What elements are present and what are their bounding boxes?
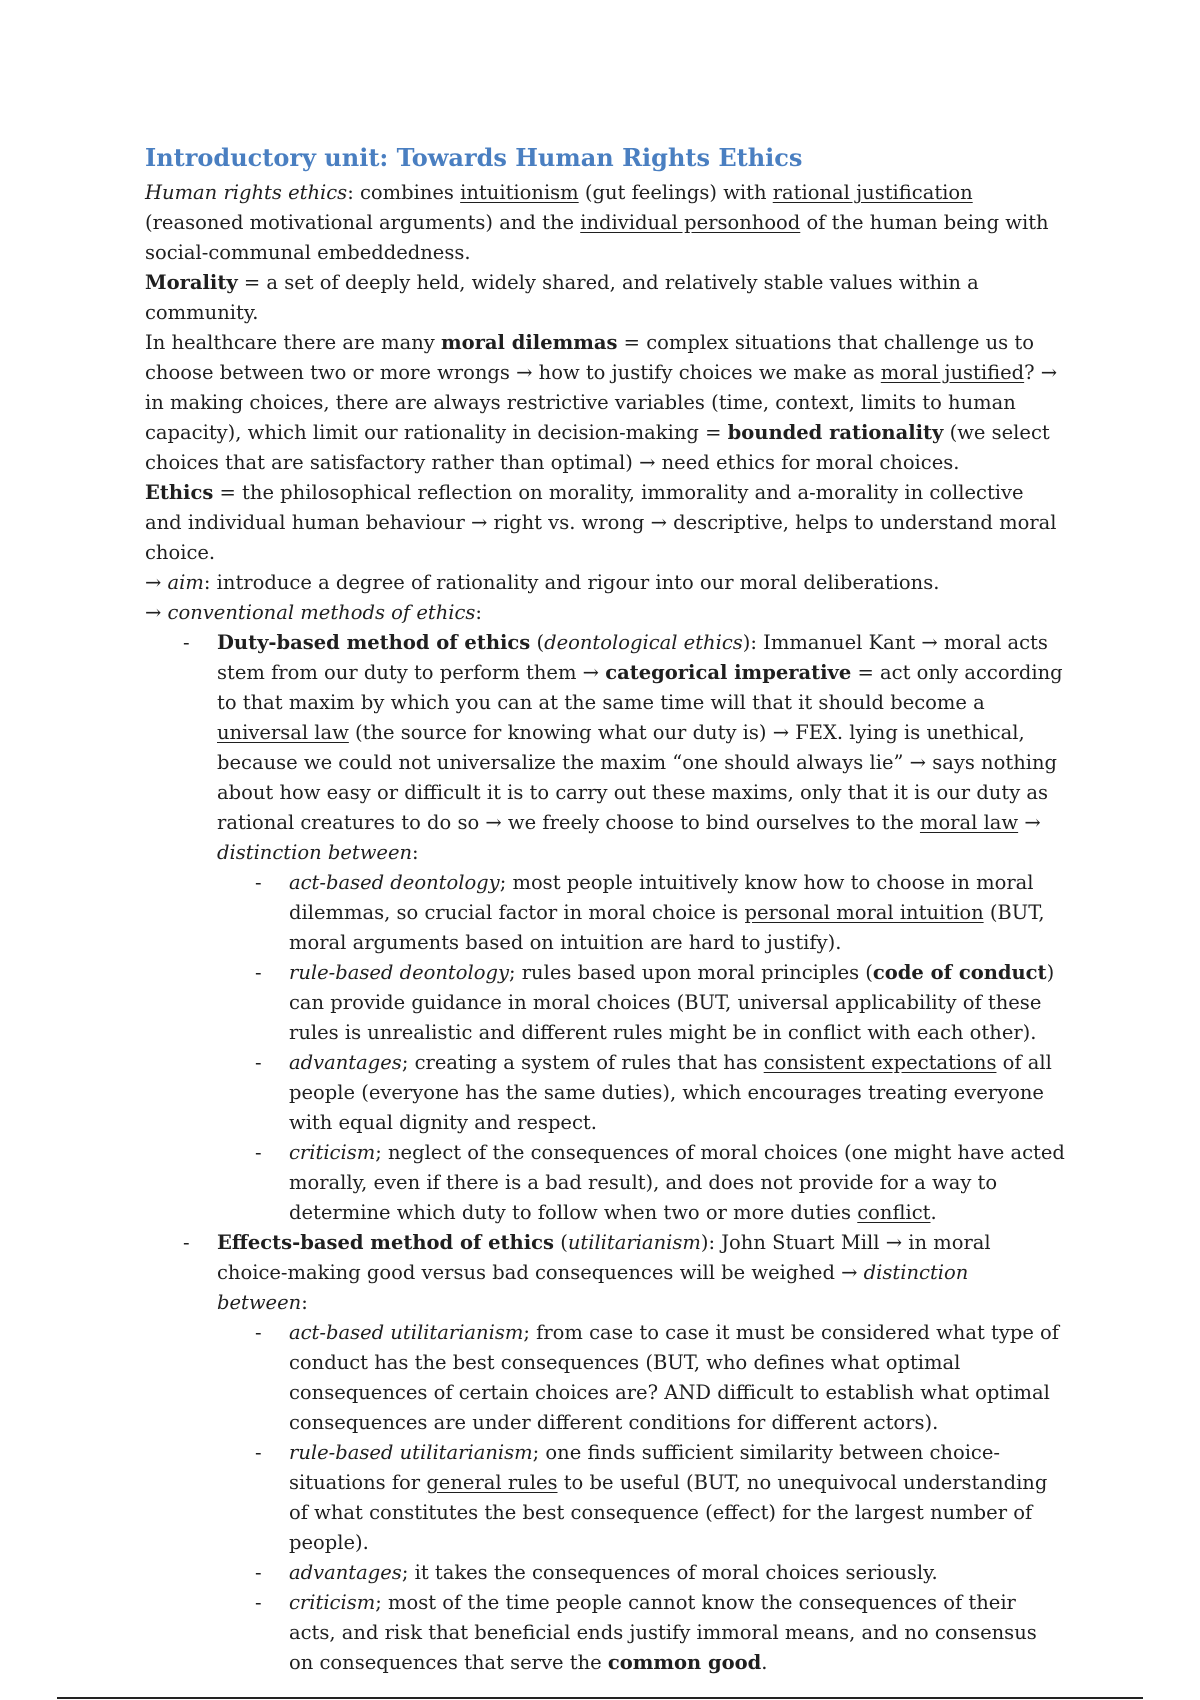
text: (reasoned motivational arguments) and the: [145, 211, 581, 234]
term-morality: Morality: [145, 271, 238, 294]
text: (the source for knowing what our duty is) → FEX. lying is unethical, because we could not universalize the maxim “one should always lie” → says nothing about how easy or difficult it is to carry out these maxims, only that it is our duty as rational creatures to do so → we freely choose to bind ourselves to the: [217, 721, 1058, 834]
term-conflict: conflict: [857, 1201, 931, 1224]
text: .: [761, 1651, 768, 1674]
term-bounded-rationality: bounded rationality: [727, 421, 944, 444]
term-categorical-imperative: categorical imperative: [605, 661, 852, 684]
text: ; neglect of the consequences of moral choices (one might have acted morally, even if there is a bad result), and does not provide for a way to determine which duty to follow when two or more duties: [289, 1141, 1065, 1224]
term-intuitionism: intuitionism: [460, 181, 579, 204]
list-item-duty-criticism: [217, 1138, 1065, 1228]
paragraph-conventional-methods: [145, 598, 1065, 628]
text: (BUT, moral arguments based on intuition are hard to justify).: [289, 901, 1045, 954]
bullet-dash: -: [255, 1441, 262, 1464]
text: ; most people intuitively know how to choose in moral dilemmas, so crucial factor in moral choice is: [289, 871, 1034, 924]
term-individual-personhood: individual personhood: [580, 211, 801, 234]
term-act-based-deontology: act-based deontology: [289, 871, 500, 894]
text: (we select choices that are satisfactory rather than optimal) → need ethics for moral choices.: [145, 421, 1050, 474]
term-personal-moral-intuition: personal moral intuition: [744, 901, 984, 924]
paragraph-ethics: [145, 478, 1065, 568]
term-consistent-expectations: consistent expectations: [763, 1051, 997, 1074]
list-item-effects-based: [145, 1228, 1065, 1678]
text: :: [475, 601, 482, 624]
text: (gut feelings) with: [578, 181, 773, 204]
text: .: [930, 1201, 937, 1224]
text: ): Immanuel Kant → moral acts stem from our duty to perform them →: [217, 631, 1048, 684]
text: = the philosophical reflection on morality, immorality and a-morality in collective and individual human behaviour → right vs. wrong → descriptive, helps to understand moral choice.: [145, 481, 1057, 564]
text: ; it takes the consequences of moral choices seriously.: [401, 1561, 938, 1584]
methods-list: [145, 628, 1065, 1678]
term-criticism: criticism: [289, 1141, 376, 1164]
list-item-duty-based: [145, 628, 1065, 1228]
paragraph-aim: [145, 568, 1065, 598]
term-conventional-methods: → conventional methods of ethics: [145, 601, 476, 624]
text: →: [1018, 811, 1041, 834]
list-item-effects-advantages: [217, 1558, 1065, 1588]
text: ; from case to case it must be considered what type of conduct has the best consequences (BUT, who defines what optimal consequences of certain choices are? AND difficult to establish what optimal consequences are under different conditions for different actors).: [289, 1321, 1060, 1434]
text: : introduce a degree of rationality and rigour into our moral deliberations.: [203, 571, 940, 594]
bottom-divider: [57, 1697, 1143, 1699]
text: ): John Stuart Mill → in moral choice-making good versus bad consequences will be weighed →: [217, 1231, 991, 1284]
text: :: [412, 841, 419, 864]
text: (: [554, 1231, 568, 1254]
term-universal-law: universal law: [217, 721, 349, 744]
text: = complex situations that challenge us to choose between two or more wrongs → how to justify choices we make as: [145, 331, 1034, 384]
paragraph-human-rights-ethics: [145, 178, 1065, 268]
term-act-based-utilitarianism: act-based utilitarianism: [289, 1321, 524, 1344]
term-deontological-ethics: deontological ethics: [544, 631, 743, 654]
duty-sublist: [217, 868, 1065, 1228]
text: : combines: [347, 181, 461, 204]
term-rule-based-utilitarianism: rule-based utilitarianism: [289, 1441, 533, 1464]
list-item-rule-based-utilitarianism: [217, 1438, 1065, 1558]
list-item-act-based-utilitarianism: [217, 1318, 1065, 1438]
effects-sublist: [217, 1318, 1065, 1678]
term-moral-law: moral law: [919, 811, 1019, 834]
bullet-dash: -: [255, 871, 262, 894]
bullet-dash: -: [255, 961, 262, 984]
paragraph-moral-dilemmas: [145, 328, 1065, 478]
term-distinction-between: distinction between: [217, 841, 413, 864]
text: of all people (everyone has the same duties), which encourages treating everyone with equal dignity and respect.: [289, 1051, 1052, 1134]
text: In healthcare there are many: [145, 331, 441, 354]
term-duty-based-method: Duty-based method of ethics: [217, 631, 531, 654]
term-rule-based-deontology: rule-based deontology: [289, 961, 509, 984]
text: ; most of the time people cannot know the consequences of their acts, and risk that beneficial ends justify immoral means, and no consensus on consequences that serve the: [289, 1591, 1037, 1674]
text: (: [530, 631, 545, 654]
text: = act only according to that maxim by which you can at the same time will that it should become a: [217, 661, 1063, 714]
text: of the human being with social-communal embeddedness.: [145, 211, 1049, 264]
term-moral-justified: moral justified: [880, 361, 1025, 384]
text: to be useful (BUT, no unequivocal understanding of what constitutes the best consequence (effect) for the largest number of people).: [289, 1471, 1048, 1554]
list-item-act-based-deontology: [217, 868, 1065, 958]
text: ; creating a system of rules that has: [401, 1051, 764, 1074]
term-ethics: Ethics: [145, 481, 214, 504]
paragraph-morality: [145, 268, 1065, 328]
term-advantages: advantages: [289, 1561, 402, 1584]
text: :: [301, 1291, 308, 1314]
term-rational-justification: rational justification: [772, 181, 973, 204]
bullet-dash: -: [183, 1231, 190, 1254]
term-code-of-conduct: code of conduct: [872, 961, 1047, 984]
term-criticism: criticism: [289, 1591, 376, 1614]
document-body: [145, 178, 1065, 1678]
term-human-rights-ethics: Human rights ethics: [145, 181, 348, 204]
bullet-dash: -: [255, 1141, 262, 1164]
term-aim: aim: [167, 571, 204, 594]
bullet-dash: -: [255, 1321, 262, 1344]
text: ? → in making choices, there are always restrictive variables (time, context, limits to human capacity), which limit our rationality in decision-making =: [145, 361, 1058, 444]
term-general-rules: general rules: [426, 1471, 558, 1494]
text: ; rules based upon moral principles (: [508, 961, 873, 984]
term-advantages: advantages: [289, 1051, 402, 1074]
text: ) can provide guidance in moral choices (BUT, universal applicability of these rules is unrealistic and different rules might be in conflict with each other).: [289, 961, 1055, 1044]
text: →: [145, 571, 168, 594]
term-common-good: common good: [607, 1651, 762, 1674]
bullet-dash: -: [255, 1051, 262, 1074]
document-page: [145, 140, 1065, 1678]
text: = a set of deeply held, widely shared, and relatively stable values within a community.: [145, 271, 979, 324]
list-item-effects-criticism: [217, 1588, 1065, 1678]
bullet-dash: -: [183, 631, 190, 654]
text: ; one finds sufficient similarity between choice-situations for: [289, 1441, 1000, 1494]
list-item-rule-based-deontology: [217, 958, 1065, 1048]
bullet-dash: -: [255, 1591, 262, 1614]
term-distinction-between: distinction between: [217, 1261, 969, 1314]
bullet-dash: -: [255, 1561, 262, 1584]
list-item-duty-advantages: [217, 1048, 1065, 1138]
term-moral-dilemmas: moral dilemmas: [441, 331, 618, 354]
term-effects-based-method: Effects-based method of ethics: [217, 1231, 554, 1254]
page-title: Introductory unit: Towards Human Rights Ethics: [145, 143, 803, 172]
term-utilitarianism: utilitarianism: [567, 1231, 701, 1254]
